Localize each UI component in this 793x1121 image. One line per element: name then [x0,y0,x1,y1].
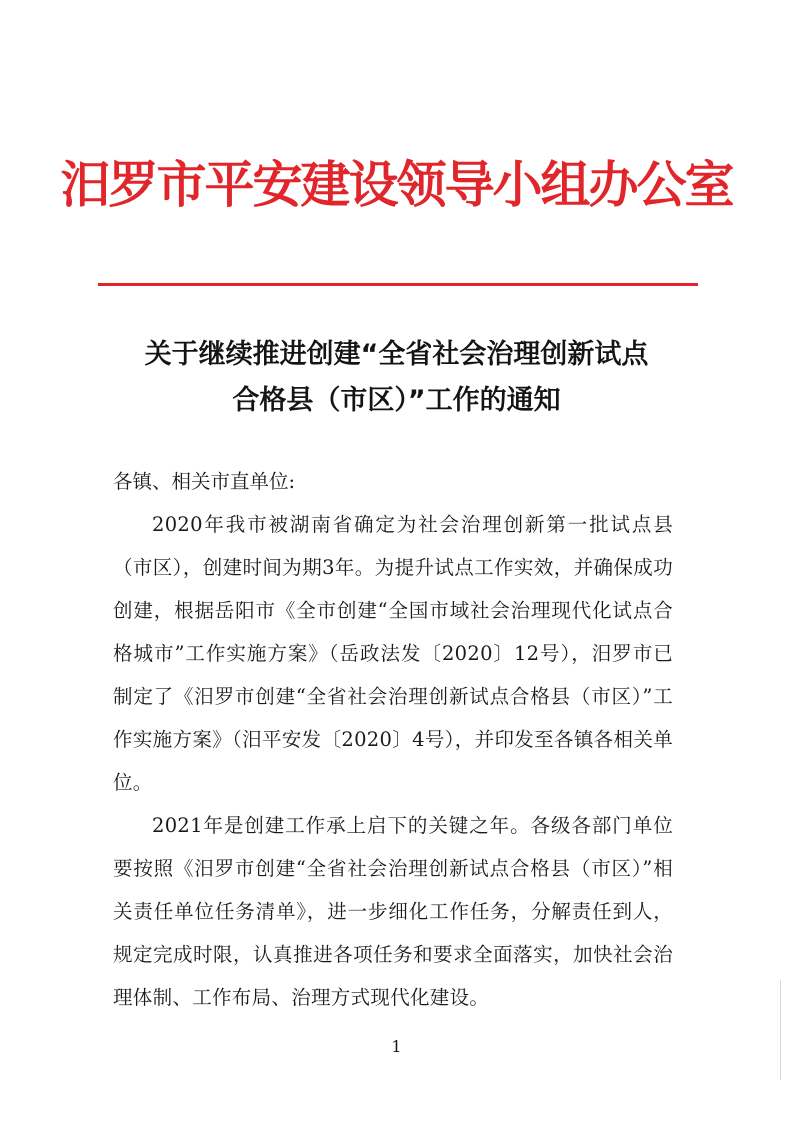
page-number: 1 [391,1037,402,1056]
scan-edge-line [780,980,781,1080]
header-red-divider [98,283,698,286]
document-body [113,460,673,1019]
salutation: 各镇、相关市直单位: [113,470,296,493]
body-paragraph-1: 2020年我市被湖南省确定为社会治理创新第一批试点县（市区），创建时间为期3年。为提升试点工作实效，并确保成功创建，根据岳阳市《全市创建“全国市域社会治理现代化试点合格城市”工作实施方案》（岳政法发〔2020〕12号），汨罗市已制定了《汨罗市创建“全省社会治理创新试点合格县（市区）”工作实施方案》（汨平安发〔2020〕4号），并印发至各镇各相关单位。 [113,513,673,794]
body-paragraph-2: 2021年是创建工作承上启下的关键之年。各级各部门单位要按照《汨罗市创建“全省社会治理创新试点合格县（市区）”相关责任单位任务清单》，进一步细化工作任务，分解责任到人，规定完成时限，认真推进各项任务和要求全面落实，加快社会治理体制、工作布局、治理方式现代化建设。 [113,814,673,1009]
document-title [60,332,733,424]
document-title-line-2: 合格县（市区）”工作的通知 [232,385,561,416]
document-title-line-1: 关于继续推进创建“全省社会治理创新试点 [144,339,649,370]
issuing-organization-header: 汨罗市平安建设领导小组办公室 [60,155,733,214]
